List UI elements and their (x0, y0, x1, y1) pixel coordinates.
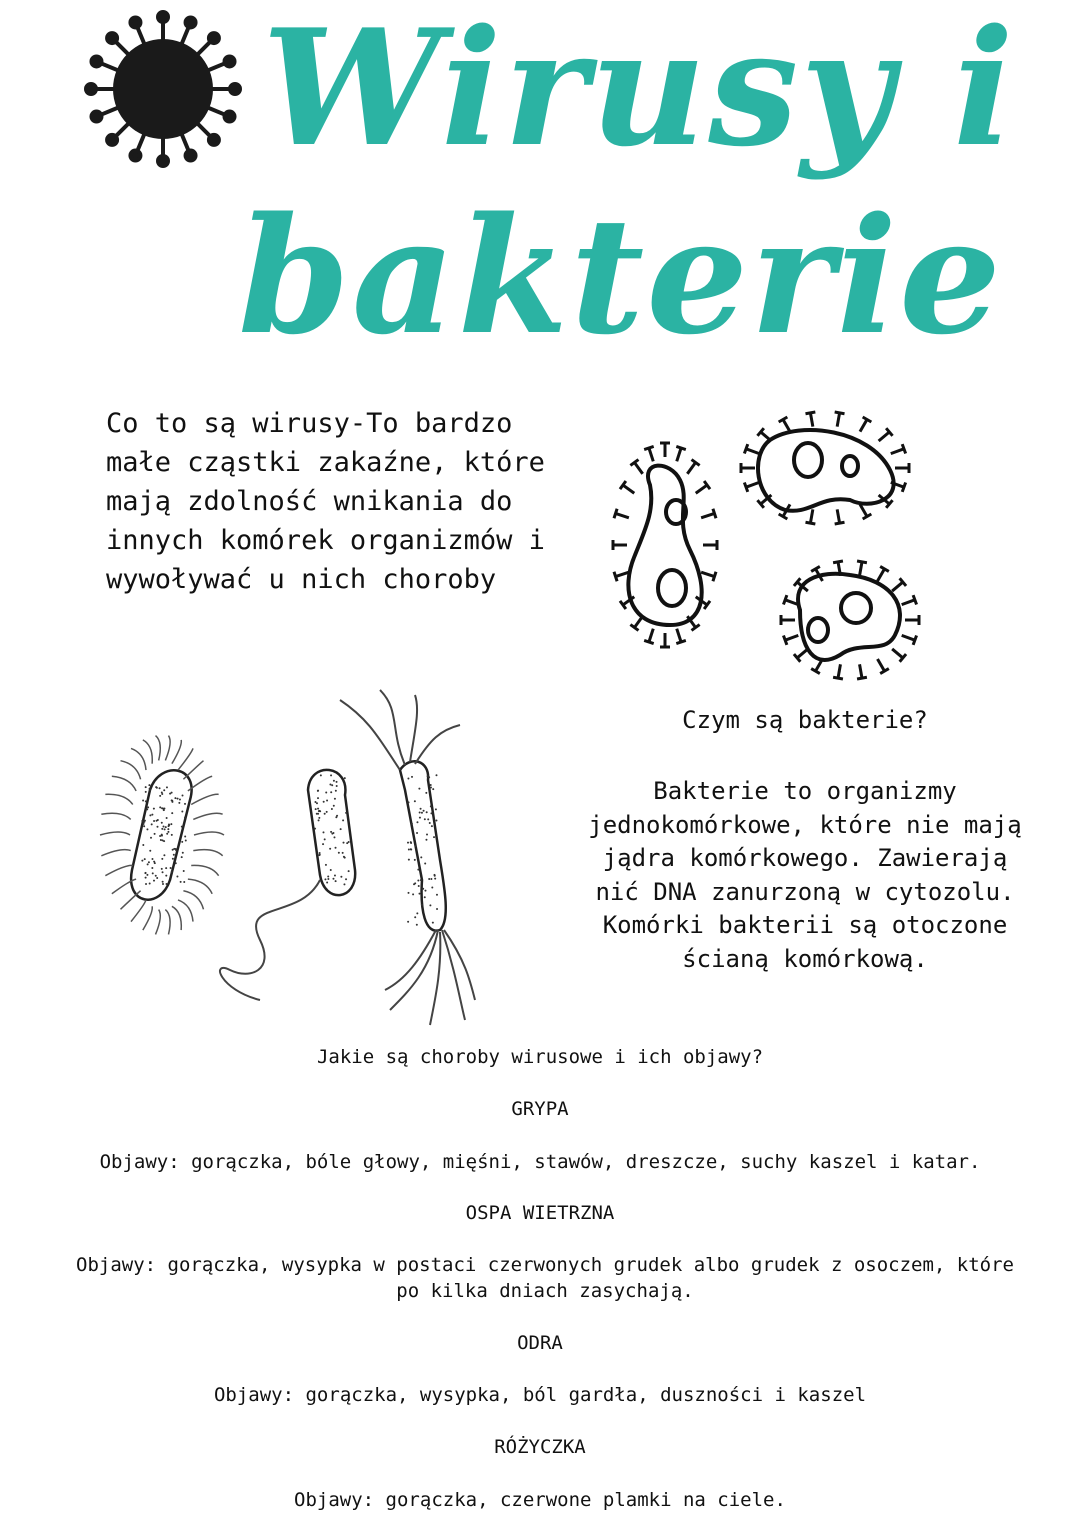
diseases-heading: Jakie są choroby wirusowe i ich objawy? (316, 1046, 764, 1068)
bacteria-question: Czym są bakterie? (682, 706, 928, 734)
disease-symptoms: Objawy: gorączka, bóle głowy, mięśni, stawów, dreszcze, suchy kaszel i katar. (99, 1151, 981, 1173)
virus-definition: Co to są wirusy-To bardzo małe cząstki zakaźne, które mają zdolność wnikania do innych komórek organizmów i wywoływać u nich choroby (106, 408, 545, 595)
disease-name: GRYPA (511, 1098, 569, 1120)
page-title-line2: bakterie (238, 182, 1003, 370)
disease-symptoms: Objawy: gorączka, czerwone plamki na ciele. (294, 1489, 786, 1511)
disease-symptoms: Objawy: gorączka, wysypka w postaci czerwonych grudek albo grudek z osoczem, które po kilka dniach zasychają. (76, 1254, 1014, 1302)
disease-name: OSPA WIETRZNA (465, 1202, 615, 1224)
disease-symptoms: Objawy: gorączka, wysypka, ból gardła, duszności i kaszel (213, 1384, 867, 1406)
disease-name: RÓŻYCZKA (494, 1436, 586, 1458)
disease-name: ODRA (517, 1332, 563, 1354)
page-title-line1: Wirusy i (262, 0, 1016, 182)
bacteria-definition: Bakterie to organizmy jednokomórkowe, które nie mają jądra komórkowego. Zawierają nić DNA zanurzoną w cytozolu. Komórki bakterii są otoczone ścianą komórkową. (588, 777, 1022, 973)
bacteria-illustration (70, 680, 480, 1030)
cells-illustration (600, 400, 940, 700)
virus-icon (78, 8, 248, 170)
